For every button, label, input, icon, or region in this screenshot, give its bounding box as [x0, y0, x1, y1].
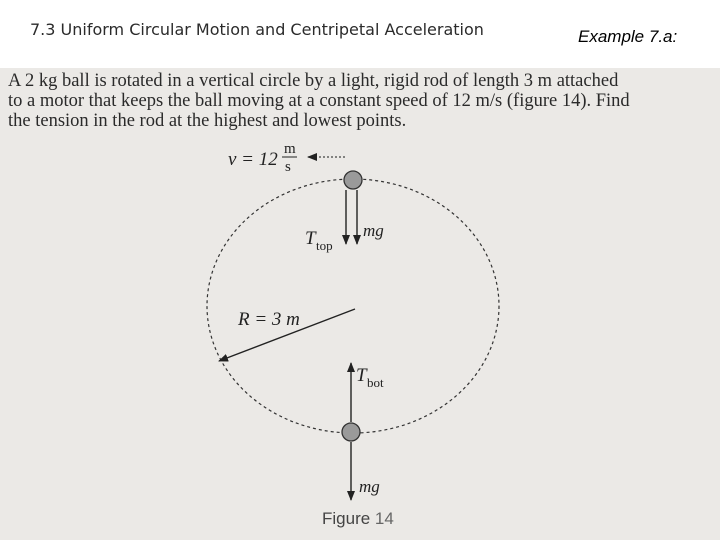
radius-label: R = 3 m [238, 309, 300, 330]
tension-bottom-subscript: bot [367, 375, 384, 390]
velocity-unit-denominator: s [285, 159, 291, 175]
example-label: Example 7.a: [578, 27, 678, 46]
tension-top-label: T [305, 228, 316, 249]
tension-bottom-label: T [356, 365, 367, 386]
weight-bottom-label: mg [359, 477, 380, 496]
figure-caption [322, 509, 394, 529]
circle-path [207, 179, 499, 433]
figure-caption-word: Figure [322, 509, 371, 528]
problem-line: A 2 kg ball is rotated in a vertical circle by a light, rigid rod of length 3 m attached [8, 71, 619, 91]
ball-top [344, 171, 362, 189]
figure-caption-number: 14 [374, 509, 394, 528]
velocity-label: v = 12 [228, 149, 278, 170]
velocity-unit-numerator: m [284, 141, 296, 157]
problem-line: to a motor that keeps the ball moving at a constant speed of 12 m/s (figure 14). Find [8, 91, 630, 111]
problem-line: the tension in the rod at the highest and lowest points. [8, 111, 407, 131]
weight-top-label: mg [363, 221, 384, 240]
ball-bottom [342, 423, 360, 441]
slide-title: 7.3 Uniform Circular Motion and Centripetal Acceleration [30, 20, 484, 39]
tension-top-subscript: top [316, 238, 333, 253]
